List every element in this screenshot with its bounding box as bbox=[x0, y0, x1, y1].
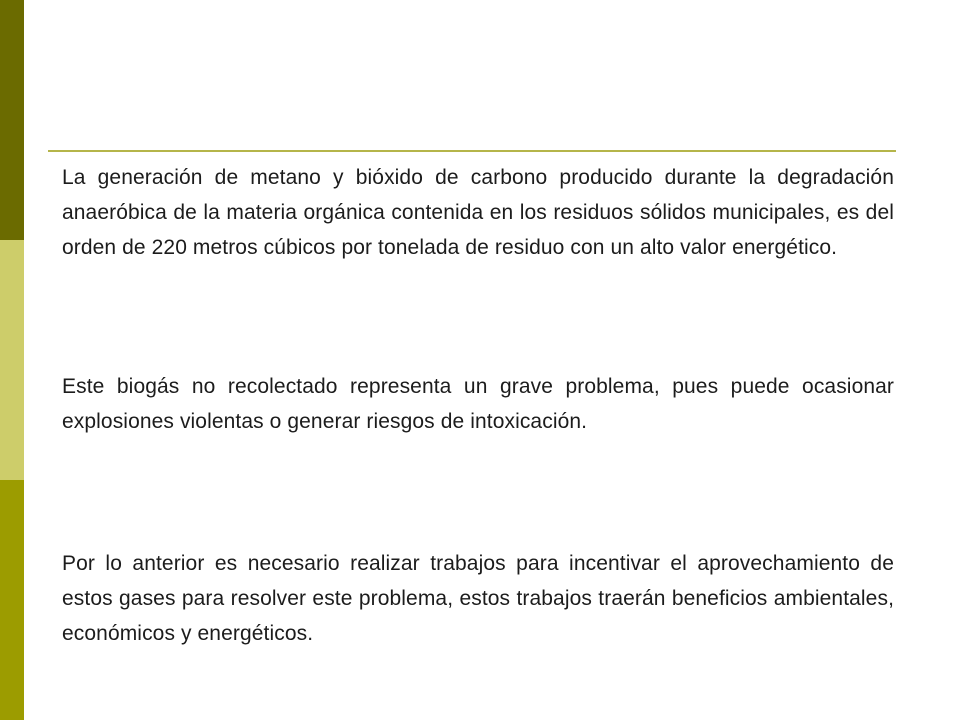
side-bar-dark-segment bbox=[0, 0, 24, 240]
side-bar-olive-segment bbox=[0, 480, 24, 720]
paragraph-methane-generation: La generación de metano y bióxido de carbono producido durante la degradación anaeróbica de la materia orgánica contenida en los residuos sólidos municipales, es del orden de 220 metros cúbicos por tonelada de residuo con un alto valor energético. bbox=[62, 166, 894, 259]
side-bar-light-segment bbox=[0, 240, 24, 480]
paragraph-biogas-risk: Este biogás no recolectado representa un grave problema, pues puede ocasionar explosiones violentas o generar riesgos de intoxicación. bbox=[62, 375, 894, 433]
paragraph-conclusion: Por lo anterior es necesario realizar trabajos para incentivar el aprovechamiento de estos gases para resolver este problema, estos trabajos traerán beneficios ambientales, económicos y energéticos. bbox=[62, 552, 894, 645]
title-divider-line bbox=[48, 150, 896, 152]
